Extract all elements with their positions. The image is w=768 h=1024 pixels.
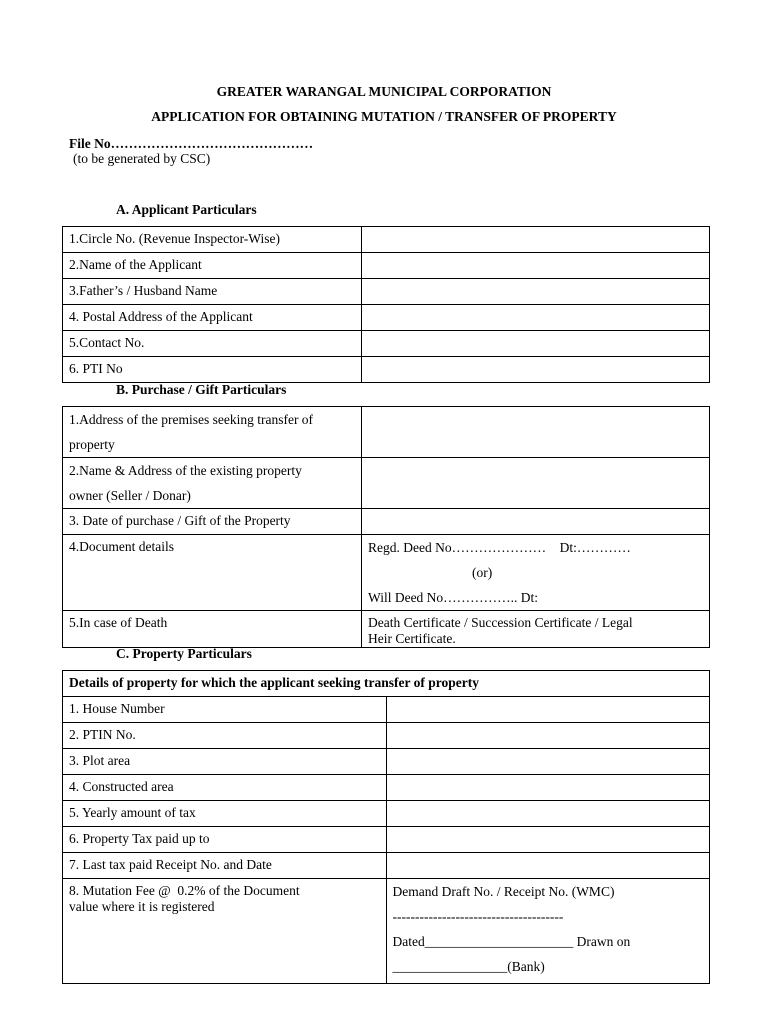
- contact-no-field[interactable]: [362, 331, 710, 357]
- row-label-line: value where it is registered: [69, 899, 215, 914]
- table-row: [63, 723, 710, 749]
- table-row: [63, 801, 710, 827]
- form-title: APPLICATION FOR OBTAINING MUTATION / TRANSFER OF PROPERTY: [151, 109, 617, 124]
- table-row: [63, 775, 710, 801]
- table-row: [63, 279, 710, 305]
- tax-paid-upto-field[interactable]: [386, 827, 710, 853]
- or-text: (or): [472, 565, 493, 580]
- row-label-line: 2.Name & Address of the existing property: [69, 463, 302, 478]
- row-label: 6. PTI No: [63, 357, 362, 383]
- premises-address-field[interactable]: [362, 407, 710, 458]
- row-label: 1. House Number: [63, 697, 387, 723]
- row-label: 2. PTIN No.: [63, 723, 387, 749]
- table-row: [63, 407, 710, 458]
- table-row: [63, 611, 710, 648]
- row-label: [63, 407, 362, 458]
- property-table: [62, 670, 710, 984]
- table-row: [63, 509, 710, 535]
- father-husband-name-field[interactable]: [362, 279, 710, 305]
- row-label: 2.Name of the Applicant: [63, 253, 362, 279]
- document-details-field[interactable]: [362, 535, 710, 611]
- row-label: [63, 879, 387, 984]
- demand-draft-line: Demand Draft No. / Receipt No. (WMC): [392, 884, 615, 899]
- constructed-area-field[interactable]: [386, 775, 710, 801]
- will-deed-line: Will Deed No…………….. Dt:: [368, 590, 539, 605]
- applicant-table: [62, 226, 710, 383]
- bank-line: _________________(Bank): [392, 959, 545, 974]
- row-label: 4.Document details: [63, 535, 362, 611]
- row-label: 4. Postal Address of the Applicant: [63, 305, 362, 331]
- house-number-field[interactable]: [386, 697, 710, 723]
- table-row: [63, 697, 710, 723]
- yearly-tax-field[interactable]: [386, 801, 710, 827]
- mutation-fee-field[interactable]: [386, 879, 710, 984]
- row-label: [63, 458, 362, 509]
- table-row: [63, 671, 710, 697]
- org-name: GREATER WARANGAL MUNICIPAL CORPORATION: [216, 84, 552, 99]
- plot-area-field[interactable]: [386, 749, 710, 775]
- row-label-line: 1.Address of the premises seeking transfer of: [69, 412, 314, 427]
- death-docs-line: Heir Certificate.: [368, 631, 456, 646]
- row-label-line: 8. Mutation Fee @ 0.2% of the Document: [69, 883, 300, 898]
- table-row: [63, 357, 710, 383]
- row-label: 1.Circle No. (Revenue Inspector-Wise): [63, 227, 362, 253]
- file-no: File No………………………………………: [69, 136, 314, 151]
- row-label: 3. Plot area: [63, 749, 387, 775]
- row-label: 3. Date of purchase / Gift of the Property: [63, 509, 362, 535]
- purchase-table: [62, 406, 710, 648]
- row-label: 5.In case of Death: [63, 611, 362, 648]
- row-label: 4. Constructed area: [63, 775, 387, 801]
- pti-no-field[interactable]: [362, 357, 710, 383]
- table-row: [63, 827, 710, 853]
- ptin-no-field[interactable]: [386, 723, 710, 749]
- dated-line: Dated______________________ Drawn on: [392, 934, 631, 949]
- property-table-heading: Details of property for which the applicant seeking transfer of property: [63, 671, 710, 697]
- row-label-line: property: [69, 437, 115, 452]
- row-label-line: owner (Seller / Donar): [69, 488, 191, 503]
- section-b-heading: B. Purchase / Gift Particulars: [116, 382, 287, 397]
- table-row: [63, 458, 710, 509]
- row-label: 5. Yearly amount of tax: [63, 801, 387, 827]
- row-label: 3.Father’s / Husband Name: [63, 279, 362, 305]
- applicant-name-field[interactable]: [362, 253, 710, 279]
- circle-no-field[interactable]: [362, 227, 710, 253]
- death-docs-field[interactable]: [362, 611, 710, 648]
- existing-owner-field[interactable]: [362, 458, 710, 509]
- row-label: 5.Contact No.: [63, 331, 362, 357]
- table-row: [63, 853, 710, 879]
- table-row: [63, 749, 710, 775]
- postal-address-field[interactable]: [362, 305, 710, 331]
- table-row: [63, 227, 710, 253]
- table-row: [63, 253, 710, 279]
- dash-line: --------------------------------------: [392, 909, 564, 924]
- purchase-date-field[interactable]: [362, 509, 710, 535]
- table-row: [63, 305, 710, 331]
- section-a-heading: A. Applicant Particulars: [116, 202, 257, 217]
- table-row: [63, 879, 710, 984]
- table-row: [63, 331, 710, 357]
- death-docs-line: Death Certificate / Succession Certificate / Legal: [368, 615, 633, 630]
- file-no-note: (to be generated by CSC): [73, 151, 211, 166]
- regd-deed-line: Regd. Deed No………………… Dt:…………: [368, 540, 631, 555]
- row-label: 7. Last tax paid Receipt No. and Date: [63, 853, 387, 879]
- row-label: 6. Property Tax paid up to: [63, 827, 387, 853]
- last-receipt-field[interactable]: [386, 853, 710, 879]
- table-row: [63, 535, 710, 611]
- section-c-heading: C. Property Particulars: [116, 646, 252, 661]
